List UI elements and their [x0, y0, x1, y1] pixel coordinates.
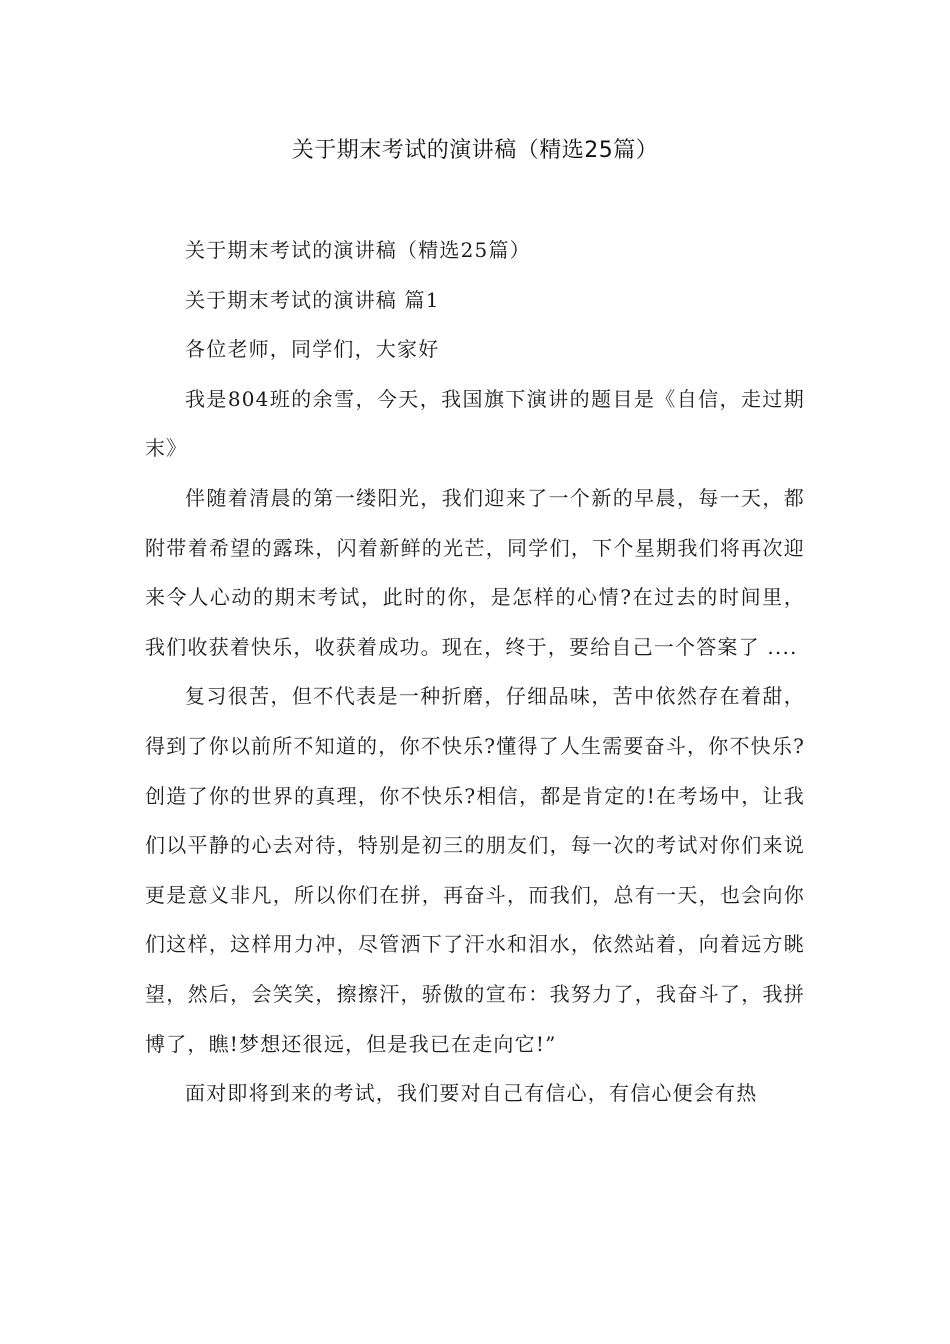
- paragraph-confidence: 面对即将到来的考试，我们要对自己有信心，有信心便会有热: [185, 1081, 758, 1106]
- document-body: [145, 226, 805, 1119]
- paragraph-morning: 伴随着清晨的第一缕阳光，我们迎来了一个新的早晨，每一天，都附带着希望的露珠，闪着新鲜的光芒，同学们，下个星期我们将再次迎来令人心动的期末考试，此时的你，是怎样的心情?在过去的时间里，我们收获着快乐，收获着成功。现在，终于，要给自己一个答案了 ....: [145, 485, 805, 659]
- paragraph-greeting: 各位老师，同学们，大家好: [185, 337, 440, 362]
- paragraph-introduction: 我是804班的余雪，今天，我国旗下演讲的题目是《自信，走过期末》: [145, 386, 805, 461]
- paragraph-review: 复习很苦，但不代表是一种折磨，仔细品味，苦中依然存在着甜，得到了你以前所不知道的，你不快乐?懂得了人生需要奋斗，你不快乐?创造了你的世界的真理，你不快乐?相信，都是肯定的!在考场中，让我们以平静的心去对待，特别是初三的朋友们，每一次的考试对你们来说更是意义非凡，所以你们在拼，再奋斗，而我们，总有一天，也会向你们这样，这样用力冲，尽管洒下了汗水和泪水，依然站着，向着远方眺望，然后，会笑笑，擦擦汗，骄傲的宣布：我努力了，我奋斗了，我拼博了，瞧!梦想还很远，但是我已在走向它!”: [145, 684, 805, 1056]
- paragraph-section-heading: 关于期末考试的演讲稿 篇1: [185, 287, 440, 312]
- document-title: 关于期末考试的演讲稿（精选25篇）: [291, 138, 659, 163]
- paragraph-subtitle: 关于期末考试的演讲稿（精选25篇）: [185, 238, 531, 262]
